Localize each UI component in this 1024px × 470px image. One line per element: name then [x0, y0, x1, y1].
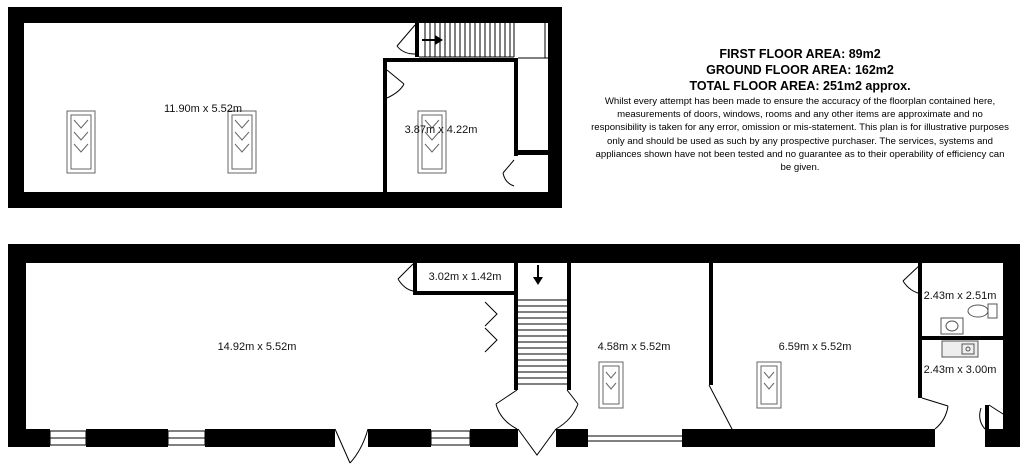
ground-floor-area: GROUND FLOOR AREA: 162m2: [706, 63, 894, 77]
ground-floor-plan: [8, 244, 1020, 463]
first-floor-door: [397, 25, 415, 54]
first-floor-wall-right: [548, 7, 562, 208]
first-floor-area: FIRST FLOOR AREA: 89m2: [719, 47, 881, 61]
skylight-icon: [599, 362, 623, 408]
room-dimension-label: 14.92m x 5.52m: [217, 341, 297, 353]
first-floor-plan: [8, 7, 562, 208]
first-floor-partition-right: [514, 58, 518, 156]
first-floor-wall-bottom: [8, 192, 562, 208]
room-dimension-label: 3.87m x 4.22m: [404, 124, 478, 136]
ground-floor-wall-top: [8, 244, 1020, 263]
stairs-arrow-icon: [533, 265, 543, 285]
first-floor-door-side: [387, 70, 404, 98]
disclaimer-text: Whilst every attempt has been made to ensure the accuracy of the floorplan contained here, measurements of doors, windows, rooms and any other items are approximate and no responsibility is taken for any error, omission or mis-statement. This plan is for illustrative purposes only and should be used as such by any prospective purchaser. The services, systems and appliances shown have not been tested and no guarantee as to their operability of efficiency can be given.: [591, 96, 1009, 174]
ground-floor-wall-bottom: [8, 429, 1020, 447]
toilet-icon: [968, 304, 997, 318]
room-dimension-label: 3.02m x 1.42m: [428, 271, 502, 283]
first-floor-wall-top: [8, 7, 562, 23]
room-dimension-label: 11.90m x 5.52m: [163, 103, 243, 115]
room-dimension-label: 6.59m x 5.52m: [778, 341, 852, 353]
first-floor-partition: [383, 58, 387, 192]
ground-floor-interior-walls: [413, 263, 1003, 429]
room-dimension-label: 2.43m x 2.51m: [923, 290, 997, 302]
total-floor-area: TOTAL FLOOR AREA: 251m2 approx.: [689, 79, 911, 93]
floor-area-notes: [590, 46, 1010, 174]
ground-floor-stairs: [518, 300, 567, 384]
skylight-icon: [757, 362, 781, 408]
skylight-icon: [228, 111, 256, 173]
first-floor-wall-left: [8, 7, 24, 208]
skylight-icon: [418, 111, 446, 173]
skylight-icon: [67, 111, 95, 173]
first-floor-partition-top: [383, 58, 518, 62]
sink-icon: [942, 341, 978, 357]
room-dimension-label: 2.43m x 3.00m: [923, 364, 997, 376]
ground-floor-wall-right: [1003, 244, 1020, 447]
ground-floor-wall-left: [8, 244, 26, 447]
room-dimension-label: 4.58m x 5.52m: [597, 341, 671, 353]
first-floor-landing-wall: [415, 23, 419, 57]
basin-icon: [941, 318, 963, 334]
first-floor-cupboard: [503, 150, 548, 186]
